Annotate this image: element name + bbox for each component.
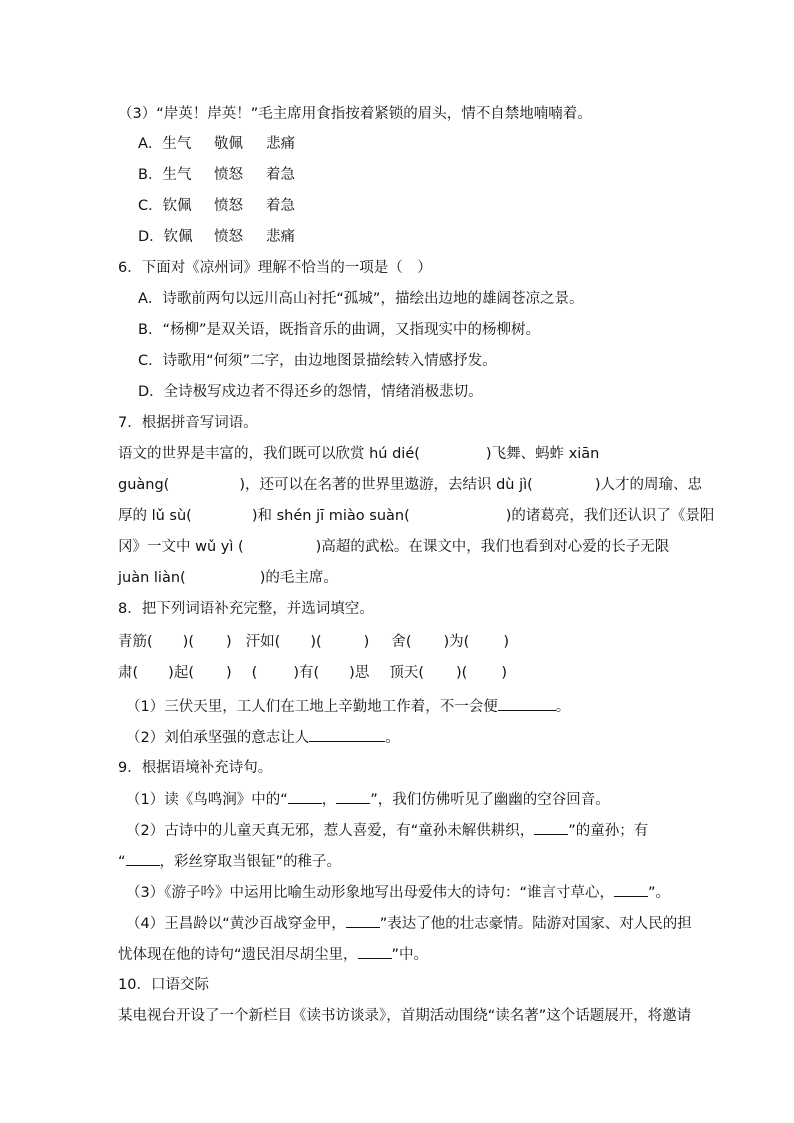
q7-line-3 [118, 506, 715, 526]
answer-blank[interactable] [614, 882, 648, 897]
q9-text: （4）王昌龄以“黄沙百战穿金甲， [126, 916, 346, 932]
q9-item-2-cont [118, 851, 676, 872]
answer-blank[interactable] [358, 944, 392, 959]
q7-text: )人才的周瑜、忠 [594, 477, 702, 493]
q9-text: ”表达了他的壮志豪情。陆游对国家、对人民的担 [379, 916, 692, 932]
idiom-part: )( [310, 634, 322, 650]
q9-text: ”，我们仿佛听见了幽幽的空谷回音。 [370, 792, 610, 808]
q7-text: )和 shén jī miào suàn( [251, 508, 410, 524]
q7-text: 厚的 lǔ sù( [118, 508, 192, 524]
idiom-part: ) [363, 634, 370, 650]
q6-option-d: D．全诗极写戍边者不得还乡的怨情，情绪消极悲切。 [138, 384, 483, 400]
option-word-2: 愤怒 [214, 229, 243, 245]
q8-sentence-1 [126, 696, 676, 717]
q8-text: （2）刘伯承坚强的意志让人 [126, 730, 310, 746]
idiom-part: )思 [349, 665, 370, 681]
answer-blank[interactable] [534, 820, 568, 835]
q9-text: （1）读《鸟鸣涧》中的“ [126, 792, 288, 808]
q9-item-3 [126, 882, 676, 903]
option-word-3: 着急 [266, 167, 295, 183]
option-label: D．钦佩 [138, 229, 193, 245]
q9-text: ”中。 [391, 947, 429, 963]
option-word-3: 着急 [266, 198, 295, 214]
option-word-2: 愤怒 [214, 167, 243, 183]
idiom-part: ) [503, 634, 510, 650]
q6-title: 6．下面对《凉州词》理解不恰当的一项是（ ） [118, 260, 432, 276]
idiom-part: ) [226, 634, 232, 650]
idiom-part: )为( [443, 634, 470, 650]
q8-text: 。 [555, 699, 571, 715]
q9-item-2 [126, 820, 676, 841]
idiom-part: )( [182, 634, 194, 650]
q6-option-a: A．诗歌前两句以远川高山衬托“孤城”，描绘出边地的雄阔苍凉之景。 [138, 291, 584, 307]
idiom-part: 顶天( [389, 665, 425, 681]
q8-sentence-2 [126, 727, 676, 748]
idiom-part: )有( [293, 665, 320, 681]
idiom-part: 汗如( [245, 634, 281, 650]
q9-text: “ [118, 854, 126, 870]
q9-title: 9．根据语境补充诗句。 [118, 760, 273, 776]
idiom-part: ) [501, 665, 508, 681]
q7-text: )的毛主席。 [259, 570, 338, 586]
q7-line-4 [118, 537, 676, 557]
option-word-2: 愤怒 [214, 198, 243, 214]
answer-blank[interactable] [288, 789, 322, 804]
q7-text: )，还可以在名著的世界里遨游，去结识 dù jì( [239, 477, 533, 493]
q5-option-d [138, 227, 676, 247]
q7-text: juàn liàn( [118, 570, 186, 586]
option-word-2: 敬佩 [214, 136, 243, 152]
option-label: C．钦佩 [138, 198, 192, 214]
idiom-part: )起( [168, 665, 194, 681]
q9-text: ”的童孙；有 [568, 823, 649, 839]
option-label: A．生气 [138, 136, 192, 152]
answer-blank[interactable] [126, 851, 160, 866]
idiom-part: ( [251, 665, 258, 681]
q9-text: ”。 [647, 885, 670, 901]
q8-text: （1）三伏天里，工人们在工地上辛勤地工作着，不一会便 [126, 699, 498, 715]
idiom-part: 舍( [391, 634, 412, 650]
q7-text: )高超的武松。在课文中，我们也看到对心爱的长子无限 [315, 539, 670, 555]
q9-item-4 [126, 913, 692, 934]
q10-paragraph: 某电视台开设了一个新栏目《读书访谈录》，首期活动围绕“读名著”这个话题展开，将邀请 [118, 1008, 692, 1024]
q5-3-prompt: （3）“岸英！岸英！”毛主席用食指按着紧锁的眉头，情不自禁地喃喃着。 [118, 106, 592, 122]
option-word-3: 悲痛 [266, 229, 295, 245]
q7-title: 7．根据拼音写词语。 [118, 415, 258, 431]
q7-text: )飞舞、蚂蚱 xiān [485, 446, 600, 462]
answer-blank[interactable] [346, 913, 380, 928]
q6-option-c: C．诗歌用“何须”二字，由边地图景描绘转入情感抒发。 [138, 353, 497, 369]
q6-option-b: B．“杨柳”是双关语，既指音乐的曲调，又指现实中的杨柳树。 [138, 322, 540, 338]
idiom-part: 肃( [118, 665, 139, 681]
q8-idiom-row-1 [118, 632, 676, 652]
idiom-part: )( [456, 665, 468, 681]
q9-item-1 [126, 789, 676, 810]
q9-text: （2）古诗中的儿童天真无邪，惹人喜爱，有“童孙未解供耕织， [126, 823, 535, 839]
q7-text: 语文的世界是丰富的，我们既可以欣赏 hú dié( [118, 446, 420, 462]
q9-text: （3）《游子吟》中运用比喻生动形象地写出母爱伟大的诗句：“谁言寸草心， [126, 885, 614, 901]
q5-option-b [138, 165, 676, 185]
answer-blank[interactable] [498, 696, 556, 711]
option-label: B．生气 [138, 167, 192, 183]
q7-text: guàng( [118, 477, 170, 493]
q7-text: 冈》一文中 wǔ yì ( [118, 539, 244, 555]
answer-blank[interactable] [309, 727, 385, 742]
idiom-part: ) [226, 665, 232, 681]
q8-text: 。 [385, 730, 400, 746]
q8-title: 8．把下列词语补充完整，并选词填空。 [118, 601, 374, 617]
idiom-part: 青筋( [118, 634, 153, 650]
q9-text: ，彩丝穿取当银钲”的稚子。 [159, 854, 342, 870]
q5-option-c [138, 196, 676, 216]
q10-title: 10．口语交际 [118, 977, 209, 993]
q8-idiom-row-2 [118, 663, 676, 683]
q7-line-2 [118, 475, 702, 495]
q9-item-4-cont [118, 944, 676, 965]
q9-text: 忧体现在他的诗句“遗民泪尽胡尘里， [118, 947, 358, 963]
q7-line-5 [118, 568, 676, 588]
q5-option-a [138, 134, 676, 154]
option-word-3: 悲痛 [266, 136, 295, 152]
q7-text: )的诸葛亮，我们还认识了《景阳 [505, 508, 715, 524]
answer-blank[interactable] [336, 789, 370, 804]
q9-text: ， [321, 792, 337, 808]
q7-line-1 [118, 444, 676, 464]
